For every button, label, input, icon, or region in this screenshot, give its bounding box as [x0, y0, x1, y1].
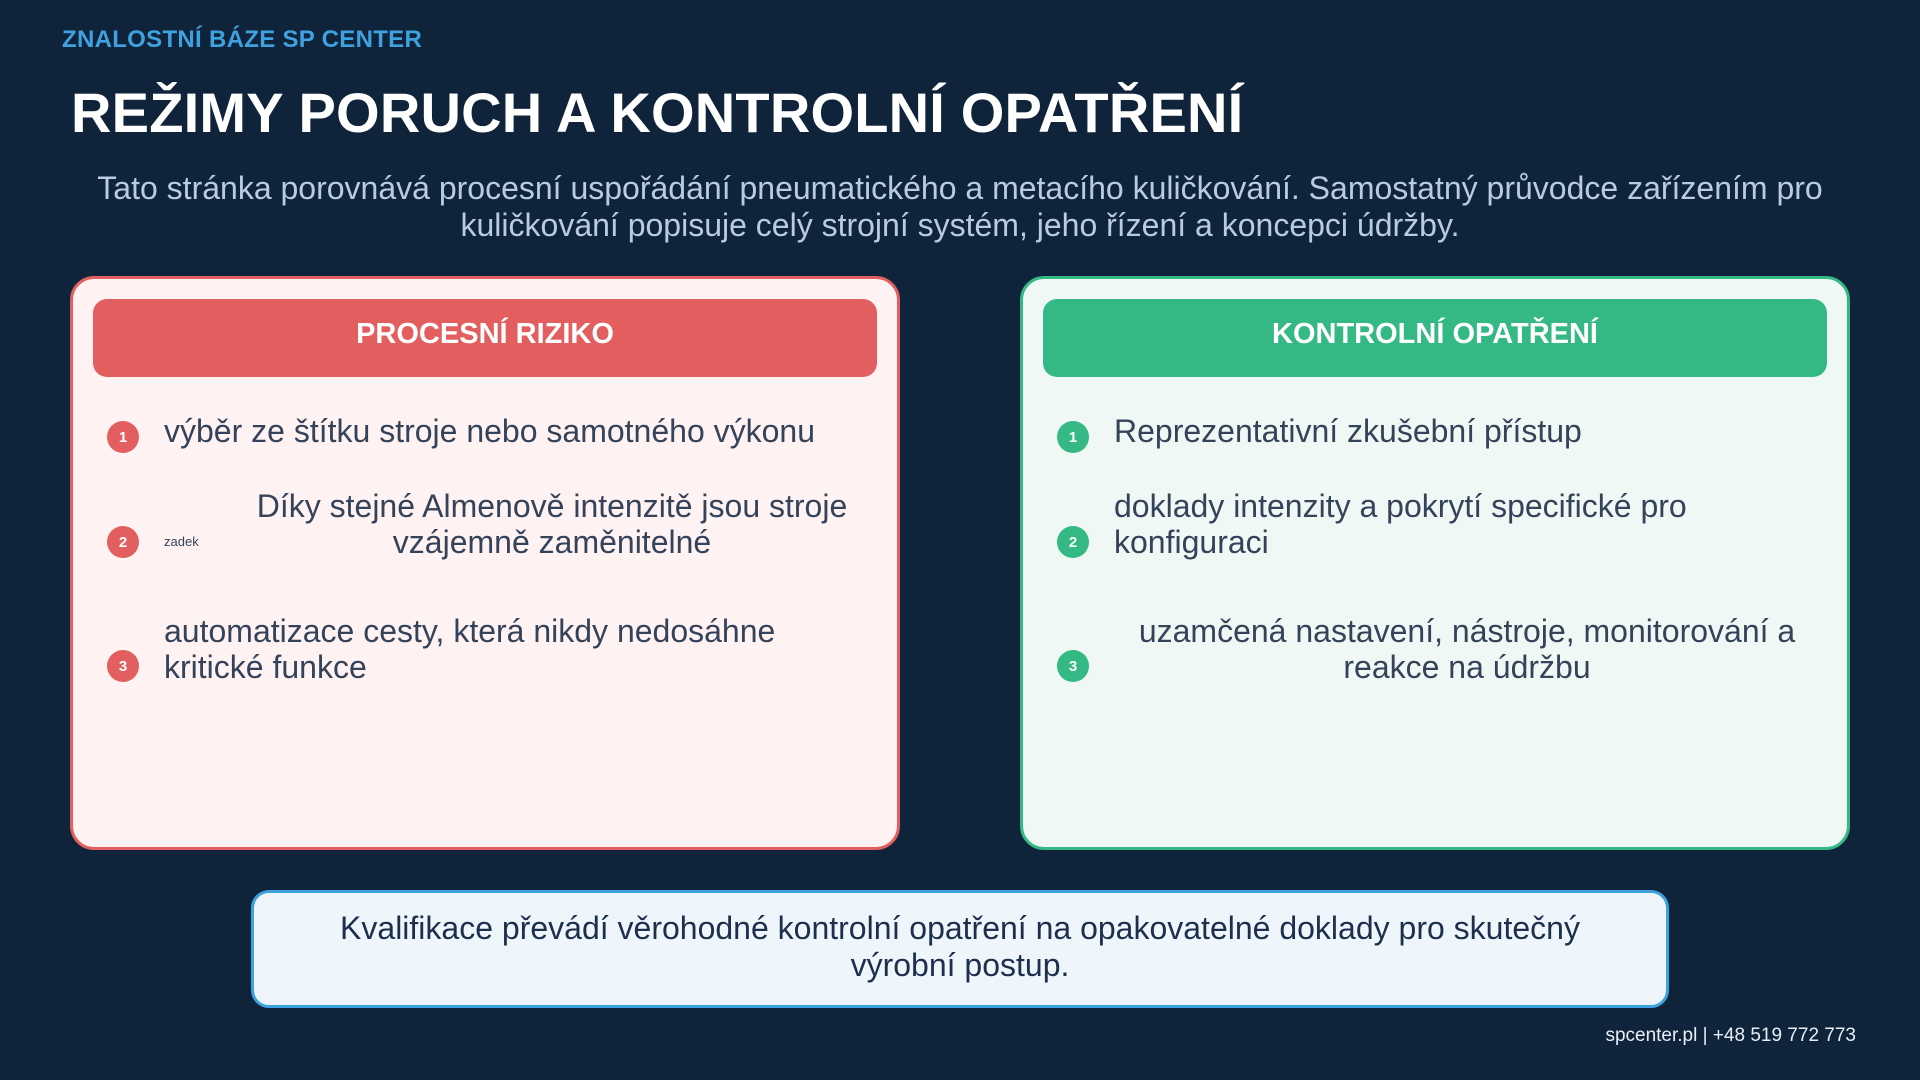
- control-item-text: doklady intenzity a pokrytí specifické pro konfiguraci: [1114, 488, 1687, 560]
- number-badge: 3: [107, 650, 139, 682]
- footer-contact: spcenter.pl | +48 519 772 773: [1605, 1025, 1856, 1046]
- page-subtitle: Tato stránka porovnává procesní uspořádání pneumatického a metacího kuličkování. Samostatný průvodce zařízením pro kuličkování popisuje celý strojní systém, jeho řízení a koncepci údržby.: [97, 170, 1823, 243]
- number-badge: 1: [1057, 421, 1089, 453]
- risk-item-text: automatizace cesty, která nikdy nedosáhne kritické funkce: [164, 613, 776, 685]
- risk-item-label: zadek: [164, 534, 199, 549]
- number-badge: 2: [1057, 526, 1089, 558]
- control-panel: [1020, 276, 1850, 850]
- kicker: ZNALOSTNÍ BÁZE SP CENTER: [62, 26, 423, 53]
- risk-item-text: Díky stejné Almenově intenzitě jsou stroje vzájemně zaměnitelné: [256, 488, 848, 560]
- number-badge: 3: [1057, 650, 1089, 682]
- risk-panel: [70, 276, 900, 850]
- control-panel-heading: KONTROLNÍ OPATŘENÍ: [1043, 299, 1827, 377]
- number-badge: 2: [107, 526, 139, 558]
- risk-item-text: výběr ze štítku stroje nebo samotného výkonu: [164, 413, 816, 449]
- control-item-text: uzamčená nastavení, nástroje, monitorování a reakce na údržbu: [1138, 613, 1796, 685]
- conclusion-box: Kvalifikace převádí věrohodné kontrolní opatření na opakovatelné doklady pro skutečný výrobní postup.: [251, 890, 1669, 1008]
- page-title: REŽIMY PORUCH A KONTROLNÍ OPATŘENÍ: [71, 81, 1244, 144]
- risk-panel-heading: PROCESNÍ RIZIKO: [93, 299, 877, 377]
- number-badge: 1: [107, 421, 139, 453]
- control-item-text: Reprezentativní zkušební přístup: [1114, 413, 1582, 449]
